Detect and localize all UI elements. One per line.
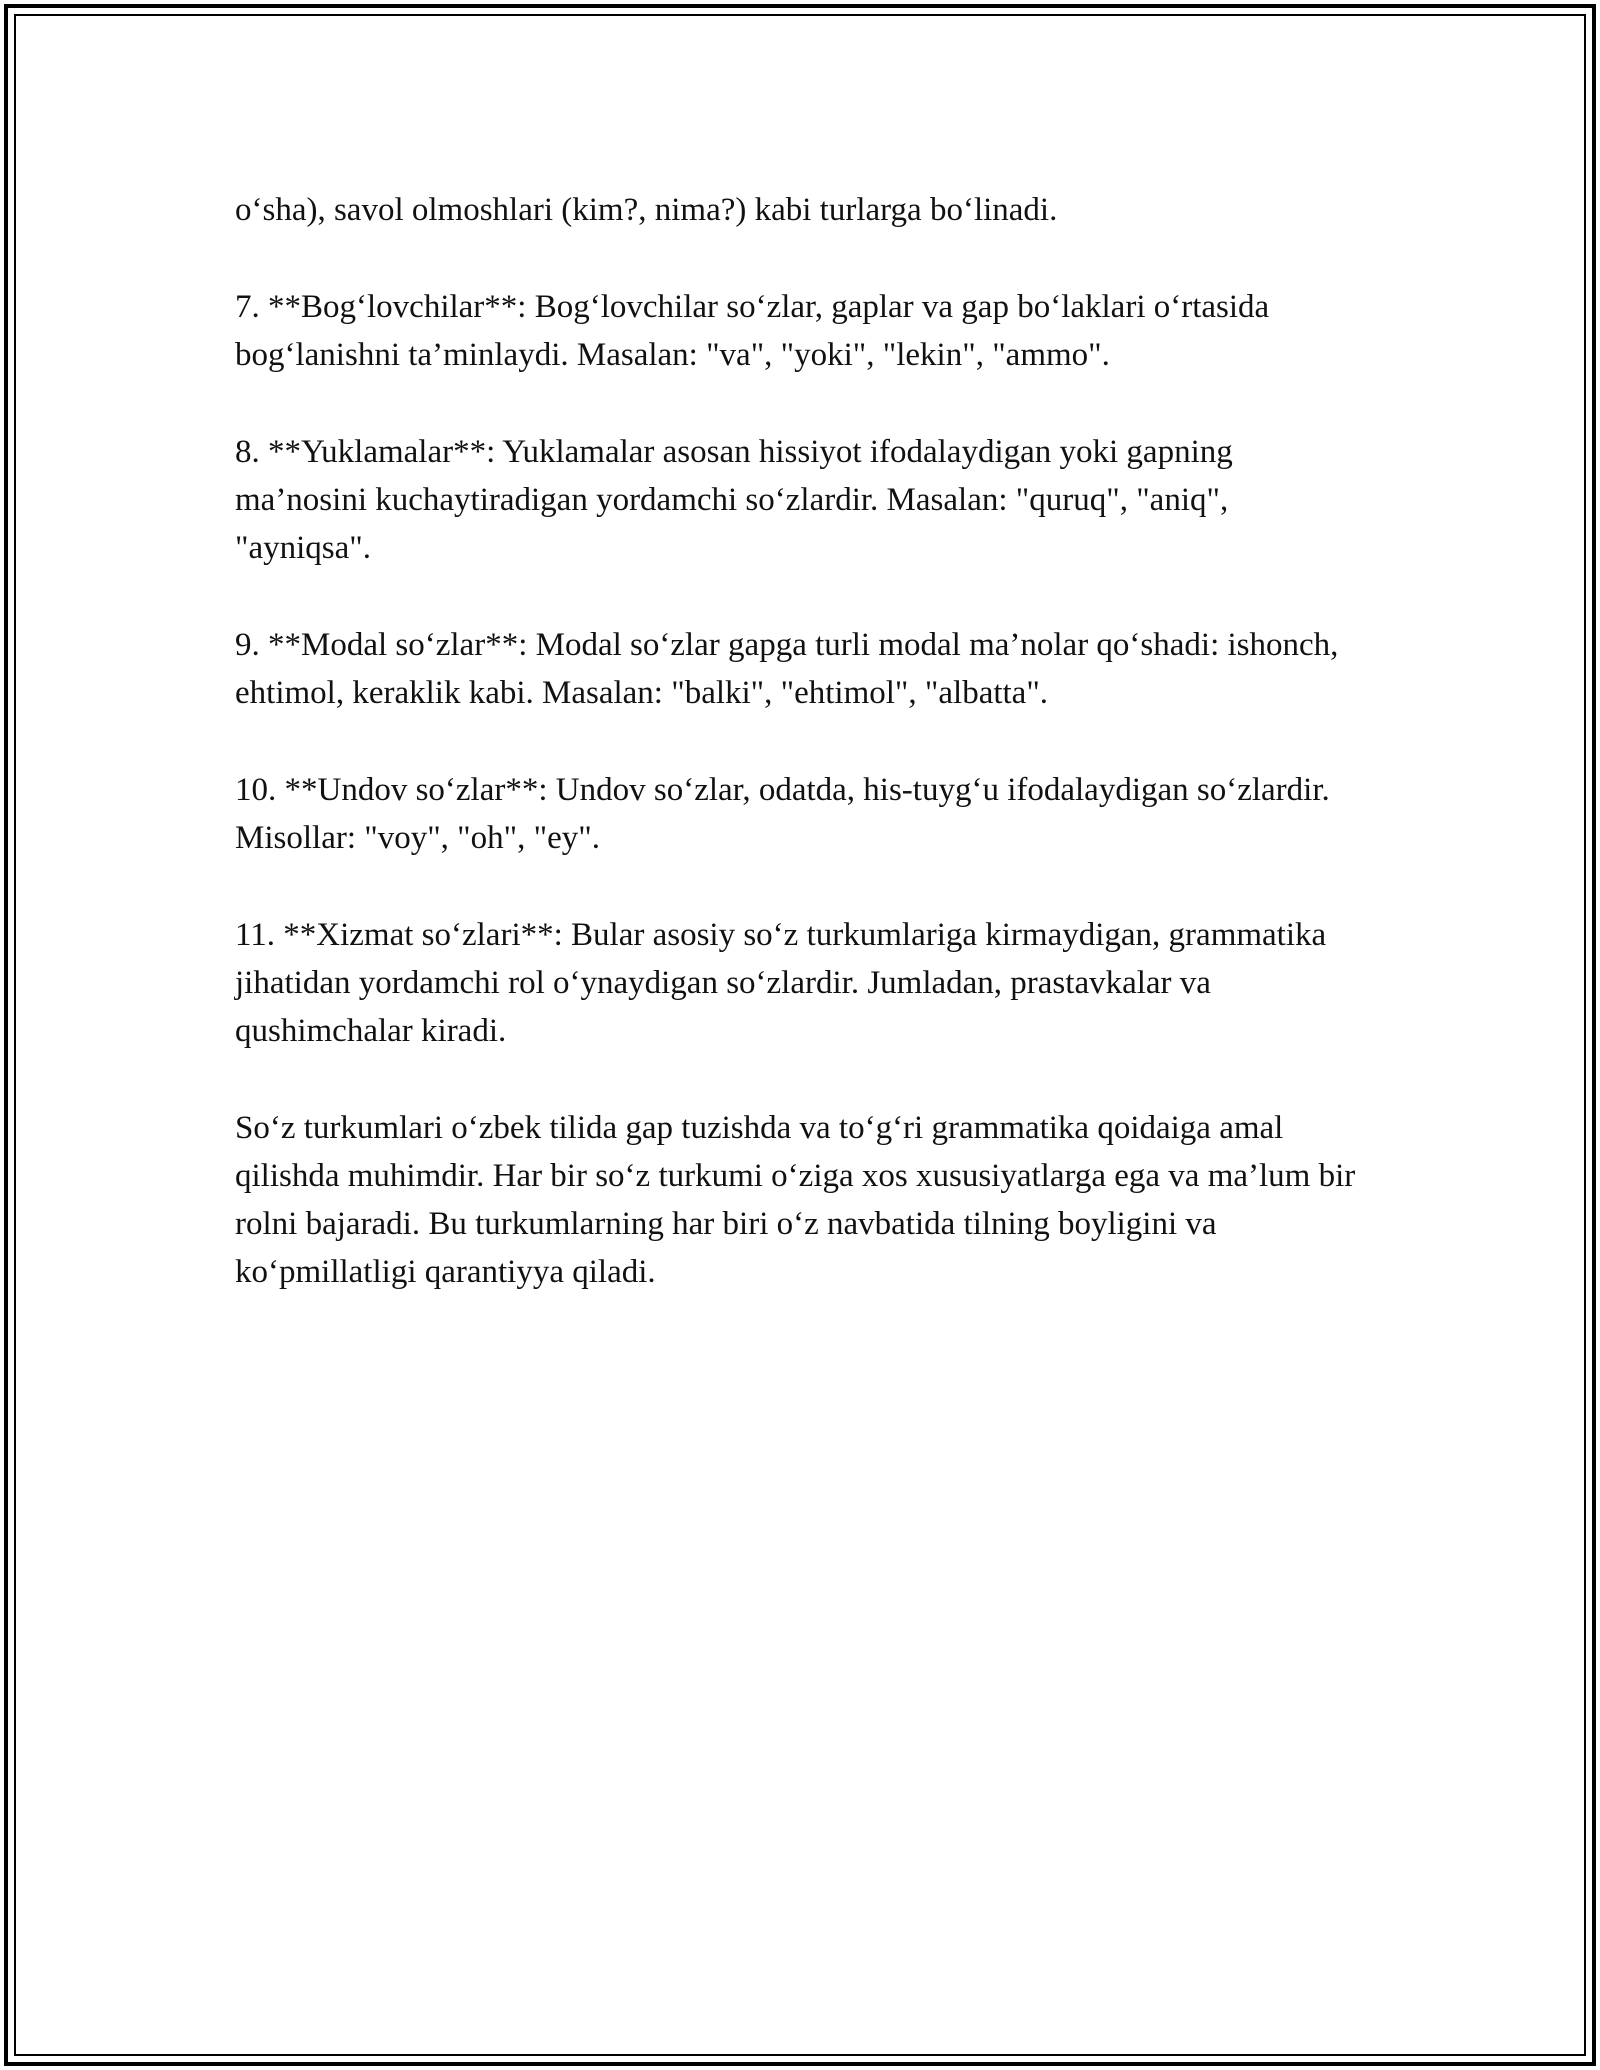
paragraph-conclusion: So‘z turkumlari o‘zbek tilida gap tuzishda va to‘g‘ri grammatika qoidaiga amal qilishda muhimdir. Har bir so‘z turkumi o‘ziga xos xususiyatlarga ega va ma’lum bir rolni bajaradi. Bu turkumlarning har biri o‘z navbatida tilning boyligini va ko‘pmillatligi qarantiyya qiladi. bbox=[235, 1110, 1356, 1290]
paragraph-yuklamalar: 8. **Yuklamalar**: Yuklamalar asosan hissiyot ifodalaydigan yoki gapning ma’nosini kuchaytiradigan yordamchi so‘zlardir. Masalan: "quruq", "aniq", "ayniqsa". bbox=[235, 434, 1233, 566]
paragraph-boglovchilar: 7. **Bog‘lovchilar**: Bog‘lovchilar so‘zlar, gaplar va gap bo‘laklari o‘rtasida bog‘lanishni ta’minlaydi. Masalan: "va", "yoki", "lekin", "ammo". bbox=[235, 289, 1270, 373]
document-body bbox=[235, 186, 1365, 1345]
paragraph-undov-sozlar: 10. **Undov so‘zlar**: Undov so‘zlar, odatda, his-tuyg‘u ifodalaydigan so‘zlardir. Misollar: "voy", "oh", "ey". bbox=[235, 772, 1330, 856]
paragraph-olmoshlar-continuation: o‘sha), savol olmoshlari (kim?, nima?) kabi turlarga bo‘linadi. bbox=[235, 192, 1058, 228]
paragraph-xizmat-sozlari: 11. **Xizmat so‘zlari**: Bular asosiy so‘z turkumlariga kirmaydigan, grammatika jihatidan yordamchi rol o‘ynaydigan so‘zlardir. Jumladan, prastavkalar va qushimchalar kiradi. bbox=[235, 917, 1327, 1049]
paragraph-modal-sozlar: 9. **Modal so‘zlar**: Modal so‘zlar gapga turli modal ma’nolar qo‘shadi: ishonch, ehtimol, keraklik kabi. Masalan: "balki", "ehtimol", "albatta". bbox=[235, 627, 1339, 711]
